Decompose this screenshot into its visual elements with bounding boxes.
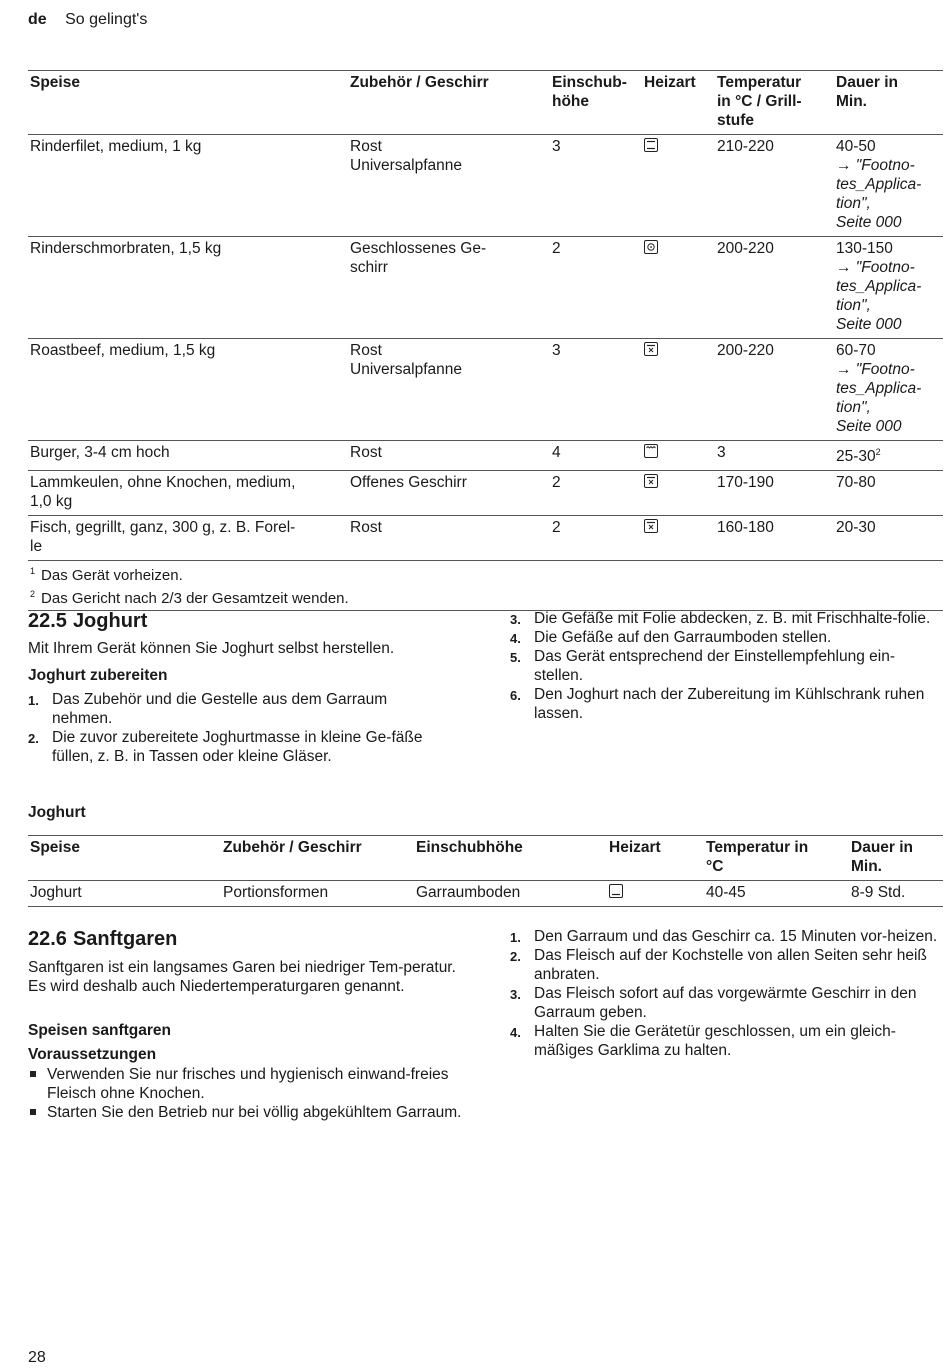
cell-zubehoer: Rost Universalpfanne bbox=[350, 138, 463, 174]
col-header-temperatur: Temperatur in °C / Grill- stufe bbox=[717, 74, 802, 129]
col-header-zubehoer: Zubehör / Geschirr bbox=[223, 839, 362, 856]
cell-dauer: 60-70 bbox=[836, 342, 876, 359]
circo-roasting-icon bbox=[644, 474, 658, 488]
col-header-heizart: Heizart bbox=[644, 74, 696, 91]
list-item: Starten Sie den Betrieb nur bei völlig abgekühltem Garraum. bbox=[28, 1103, 463, 1122]
cell-speise: Lammkeulen, ohne Knochen, medium, 1,0 kg bbox=[30, 474, 296, 511]
table-header-row bbox=[28, 71, 943, 135]
circo-roasting-icon bbox=[644, 519, 658, 533]
sanftgaren-subheading: Speisen sanftgaren bbox=[28, 1022, 171, 1039]
col-header-heizart: Heizart bbox=[609, 839, 661, 856]
joghurt-steps-right bbox=[510, 609, 943, 723]
table-row bbox=[28, 237, 943, 339]
cell-temperatur: 210-220 bbox=[717, 138, 774, 155]
list-item: 3. Das Fleisch sofort auf das vorgewärmte Geschirr in den Garraum geben. bbox=[510, 985, 917, 1021]
joghurt-table-caption: Joghurt bbox=[28, 804, 86, 821]
cell-dauer: 8-9 Std. bbox=[851, 884, 906, 901]
col-header-hoehe: Einschub- höhe bbox=[552, 74, 627, 110]
page-header bbox=[28, 11, 147, 29]
list-item: 4. Die Gefäße auf den Garraumboden stellen. bbox=[510, 629, 832, 646]
cell-dauer: 130-150 bbox=[836, 240, 893, 257]
joghurt-subheading: Joghurt zubereiten bbox=[28, 667, 168, 684]
table-row bbox=[28, 135, 943, 237]
cell-hoehe: 2 bbox=[552, 474, 561, 492]
cell-temperatur: 200-220 bbox=[717, 342, 774, 359]
cell-speise: Rinderfilet, medium, 1 kg bbox=[30, 138, 202, 155]
col-header-dauer: Dauer in Min. bbox=[851, 839, 914, 875]
cell-speise: Burger, 3-4 cm hoch bbox=[30, 444, 170, 461]
circulating-air-icon bbox=[644, 240, 658, 254]
list-item: 3. Die Gefäße mit Folie abdecken, z. B. mit Frischhalte-folie. bbox=[510, 610, 931, 627]
cell-hoehe: 4 bbox=[552, 444, 561, 461]
top-bottom-heat-icon bbox=[644, 138, 658, 152]
list-item: Verwenden Sie nur frisches und hygienisch einwand-freies Fleisch ohne Knochen. bbox=[28, 1065, 463, 1103]
cell-zubehoer: Rost bbox=[350, 444, 382, 461]
cell-hoehe: 3 bbox=[552, 138, 561, 155]
cell-zubehoer: Rost bbox=[350, 519, 382, 537]
cell-hoehe: 2 bbox=[552, 240, 561, 257]
joghurt-intro: Mit Ihrem Gerät können Sie Joghurt selbst herstellen. bbox=[28, 640, 395, 657]
list-item: 2. Die zuvor zubereitete Joghurtmasse in kleine Ge-fäße füllen, z. B. in Tassen oder kleine Gläser. bbox=[28, 729, 423, 765]
roasting-table bbox=[28, 70, 943, 611]
table-row bbox=[28, 881, 943, 907]
prerequisites-heading: Voraussetzungen bbox=[28, 1046, 157, 1063]
page-number: 28 bbox=[28, 1349, 46, 1366]
cell-temperatur: 160-180 bbox=[717, 519, 774, 537]
cell-dauer: 70-80 bbox=[836, 474, 876, 492]
section-heading-sanftgaren: 22.6 Sanftgaren bbox=[28, 928, 178, 950]
cell-dauer: 25-30 bbox=[836, 448, 876, 466]
col-header-dauer: Dauer in Min. bbox=[836, 74, 899, 110]
cell-temperatur: 3 bbox=[717, 444, 726, 461]
sanftgaren-intro: Sanftgaren ist ein langsames Garen bei niedriger Tem-peratur. Es wird deshalb auch Niedertemperaturgaren genannt. bbox=[28, 959, 456, 995]
footnotes-row bbox=[28, 561, 943, 611]
cell-speise: Roastbeef, medium, 1,5 kg bbox=[30, 342, 216, 359]
circo-roasting-icon bbox=[644, 342, 658, 356]
list-item: 6. Den Joghurt nach der Zubereitung im Kühlschrank ruhen lassen. bbox=[510, 686, 925, 722]
cell-dauer: 40-50 bbox=[836, 138, 876, 155]
footnote-reference-link[interactable]: → "Footno- tes_Applica- tion", Seite 000 bbox=[836, 259, 922, 333]
joghurt-table bbox=[28, 835, 943, 907]
table-row bbox=[28, 339, 943, 441]
language-tag: de bbox=[28, 11, 47, 28]
table-row bbox=[28, 441, 943, 471]
list-item: 2. Das Fleisch auf der Kochstelle von allen Seiten sehr heiß anbraten. bbox=[510, 947, 927, 983]
cell-hoehe: Garraumboden bbox=[416, 884, 521, 901]
sanftgaren-steps bbox=[510, 927, 943, 1060]
list-item: 1. Das Zubehör und die Gestelle aus dem Garraum nehmen. bbox=[28, 691, 388, 727]
cell-zubehoer: Geschlossenes Ge- schirr bbox=[350, 240, 487, 276]
col-header-speise: Speise bbox=[30, 74, 80, 91]
cell-hoehe: 3 bbox=[552, 342, 561, 359]
col-header-hoehe: Einschubhöhe bbox=[416, 839, 523, 856]
list-item: 5. Das Gerät entsprechend der Einstellempfehlung ein-stellen. bbox=[510, 648, 896, 684]
list-item: 1. Den Garraum und das Geschirr ca. 15 Minuten vor-heizen. bbox=[510, 928, 938, 945]
footnote-reference-link[interactable]: → "Footno- tes_Applica- tion", Seite 000 bbox=[836, 157, 922, 231]
cell-speise: Rinderschmorbraten, 1,5 kg bbox=[30, 240, 222, 257]
section-title: So gelingt's bbox=[65, 11, 148, 28]
footnote-marker: 2 bbox=[875, 447, 881, 457]
cell-zubehoer: Offenes Geschirr bbox=[350, 474, 467, 492]
table-header-row bbox=[28, 836, 943, 881]
list-item: 4. Halten Sie die Gerätetür geschlossen, um ein gleich-mäßiges Garklima zu halten. bbox=[510, 1023, 896, 1059]
section-heading-joghurt: 22.5 Joghurt bbox=[28, 610, 148, 632]
footnote-1: $^1$ Das Gerät vorheizen. bbox=[30, 566, 183, 585]
cell-zubehoer: Portionsformen bbox=[223, 884, 329, 901]
col-header-zubehoer: Zubehör / Geschirr bbox=[350, 74, 489, 91]
cell-temperatur: 40-45 bbox=[706, 884, 746, 901]
cell-zubehoer: Rost Universalpfanne bbox=[350, 342, 463, 378]
col-header-speise: Speise bbox=[30, 839, 80, 856]
cell-temperatur: 200-220 bbox=[717, 240, 774, 257]
cell-temperatur: 170-190 bbox=[717, 474, 774, 492]
prerequisites-list bbox=[28, 1065, 463, 1122]
footnote-2: $^2$ Das Gericht nach 2/3 der Gesamtzeit wenden. bbox=[30, 589, 349, 608]
cell-dauer: 20-30 bbox=[836, 519, 876, 537]
footnote-reference-link[interactable]: → "Footno- tes_Applica- tion", Seite 000 bbox=[836, 361, 922, 435]
joghurt-steps-left bbox=[28, 690, 448, 766]
cell-speise: Joghurt bbox=[30, 884, 82, 901]
grill-large-area-icon bbox=[644, 444, 658, 458]
col-header-temperatur: Temperatur in °C bbox=[706, 839, 809, 875]
cell-hoehe: 2 bbox=[552, 519, 561, 537]
table-row bbox=[28, 471, 943, 516]
cell-speise: Fisch, gegrillt, ganz, 300 g, z. B. Forel- le bbox=[30, 519, 296, 556]
table-row bbox=[28, 516, 943, 561]
bottom-heat-icon bbox=[609, 884, 623, 898]
